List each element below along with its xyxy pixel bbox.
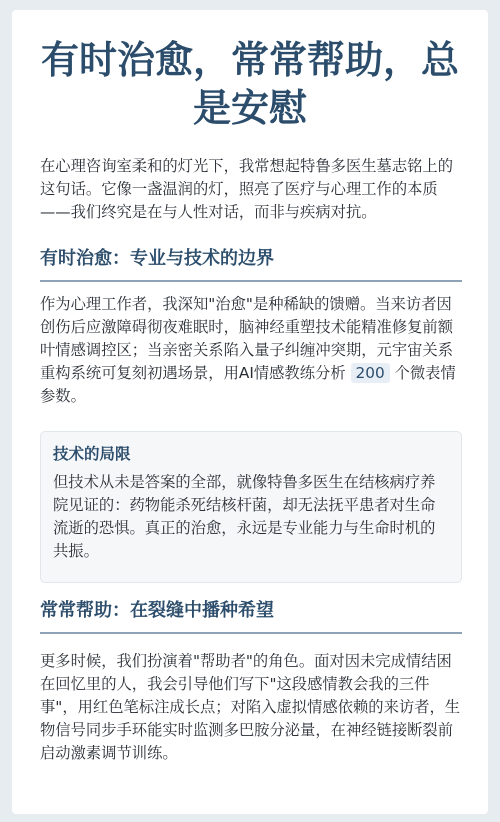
section-heading-cure: 有时治愈：专业与技术的边界 xyxy=(40,248,274,269)
highlighted-number: 200 xyxy=(351,363,390,383)
page-title: 有时治愈，常常帮助，总是安慰 xyxy=(40,38,459,130)
section-paragraph-cure xyxy=(40,293,464,408)
paragraph-text: 作为心理工作者，我深知"治愈"是种稀缺的馈赠。当来访者因创伤后应激障碍彻夜难眠时，脑神经重塑技术能精准修复前额叶情感调控区；当亲密关系陷入量子纠缠冲突期，元宇宙关系重构系统可复刻初遇场景，用AI情感教练分析 xyxy=(40,295,454,382)
section-paragraph-help: 更多时候，我们扮演着"帮助者"的角色。面对因未完成情结困在回忆里的人，我会引导他们写下"这段感情教会我的三件事"，用红色笔标注成长点；对陷入虚拟情感依赖的来访者，生物信号同步手环能实时监测多巴胺分泌量，在神经链接断裂前启动激素调节训练。 xyxy=(40,652,461,762)
intro-paragraph: 在心理咨询室柔和的灯光下，我常想起特鲁多医生墓志铭上的这句话。它像一盏温润的灯，照亮了医疗与心理工作的本质——我们终究是在与人性对话，而非与疾病对抗。 xyxy=(40,157,454,221)
paragraph-text-end: 个微表情参数。 xyxy=(40,364,456,405)
callout-title: 技术的局限 xyxy=(53,445,131,463)
section-divider xyxy=(40,632,462,634)
section-heading-help: 常常帮助：在裂缝中播种希望 xyxy=(40,600,274,621)
section-divider xyxy=(40,280,462,282)
callout-text: 但技术从未是答案的全部，就像特鲁多医生在结核病疗养院见证的：药物能杀死结核杆菌，却无法抚平患者对生命流逝的恐惧。真正的治愈，永远是专业能力与生命时机的共振。 xyxy=(53,473,436,560)
article-card xyxy=(12,10,488,814)
callout-box xyxy=(40,431,462,583)
